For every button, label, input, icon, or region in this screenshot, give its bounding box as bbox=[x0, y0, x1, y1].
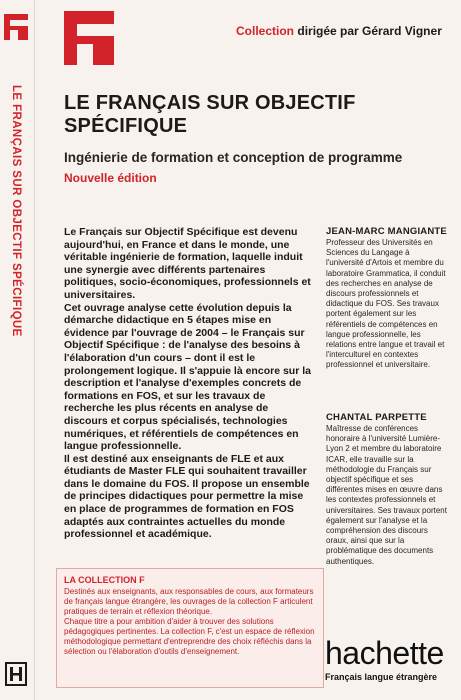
collection-box-text: Destinés aux enseignants, aux responsables de cours, aux formateurs de français langue étrangère, les ouvrages de la collection F articulent pratiques de terrain et réflexion théorique. bbox=[64, 587, 314, 616]
author-block bbox=[326, 226, 448, 371]
collection-label: Collection bbox=[236, 24, 295, 38]
collection-f-logo-icon bbox=[64, 11, 114, 65]
publisher-logo-text: hachette bbox=[325, 635, 444, 671]
book-title-line2: SPÉCIFIQUE bbox=[64, 115, 188, 137]
book-subtitle: Ingénierie de formation et conception de programme bbox=[64, 150, 403, 165]
book-spine bbox=[0, 0, 35, 700]
author-block bbox=[326, 412, 448, 567]
collection-info-box bbox=[56, 568, 324, 688]
description-paragraph: Cet ouvrage analyse cette évolution depuis la démarche didactique en 5 étapes mise en évidence par l'ouvrage de 2004 – le Français sur Objectif Spécifique : de l'analyse des besoins à l'élaboration d'un cours – dont il est le prolongement logique. Il s'appuie là encore sur la description et l'analyse d'exemples concrets de formations en FOS, et sur les travaux de recherche les plus récents en analyse de discours et corpus spécialisés, technologies numériques, et référentiels de compétences en langue professionnelle. bbox=[64, 301, 311, 453]
book-title-line1: LE FRANÇAIS SUR OBJECTIF bbox=[64, 92, 356, 114]
description-paragraph: Le Français sur Objectif Spécifique est devenu aujourd'hui, en France et dans le monde, une véritable ingénierie de formation, laquelle induit une synergie avec différents partenaires politiques, socio-économiques, professionnels et universitaires. bbox=[64, 226, 311, 301]
spine-title: LE FRANÇAIS SUR OBJECTIF SPÉCIFIQUE bbox=[10, 85, 22, 337]
collection-box-heading: LA COLLECTION F bbox=[64, 575, 145, 585]
edition-label: Nouvelle édition bbox=[64, 171, 157, 185]
book-title bbox=[64, 92, 444, 138]
collection-director-line bbox=[236, 24, 442, 38]
author-name: CHANTAL PARPETTE bbox=[326, 412, 427, 423]
hachette-h-logo-icon bbox=[5, 662, 27, 686]
description-paragraph: Il est destiné aux enseignants de FLE et aux étudiants de Master FLE qui souhaitent travailler dans le domaine du FOS. Il propose un ensemble de principes didactiques pour permettre la mise en place de programmes de formation en FOS adaptés aux contraintes actuelles du monde professionnel et académique. bbox=[64, 452, 310, 541]
description-text bbox=[64, 226, 312, 541]
collection-director: dirigée par Gérard Vigner bbox=[297, 24, 442, 38]
collection-f-logo-icon bbox=[4, 14, 28, 40]
author-bio: Professeur des Universités en Sciences du Langage à l'université d'Artois et membre du laboratoire Grammatica, il conduit des recherches en analyse de discours professionnels et didactique du FOS. Ses travaux portent également sur les référentiels de compétences en langue professionnelle, les relations entre langue et travail et l'interculturel en contextes professionnel et universitaire. bbox=[326, 238, 446, 370]
collection-box-text: Chaque titre a pour ambition d'aider à trouver des solutions pédagogiques pertinentes. La collection F, c'est un espace de réflexion méthodologique permettant d'entreprendre des choix réfléchis dans la sélection ou l'élaboration d'outils d'enseignement. bbox=[64, 617, 315, 656]
publisher-tagline: Français langue étrangère bbox=[325, 672, 438, 682]
author-name: JEAN-MARC MANGIANTE bbox=[326, 226, 447, 237]
author-bio: Maîtresse de conférences honoraire à l'université Lumière-Lyon 2 et membre du laboratoire ICAR, elle travaille sur la méthodologie du Français sur objectif spécifique et ses différentes mises en œuvre dans les contextes professionnels et universitaires. Ses travaux portent également sur l'analyse et la compréhension des discours oraux, ainsi que sur la problématique des documents authentiques. bbox=[326, 424, 447, 566]
